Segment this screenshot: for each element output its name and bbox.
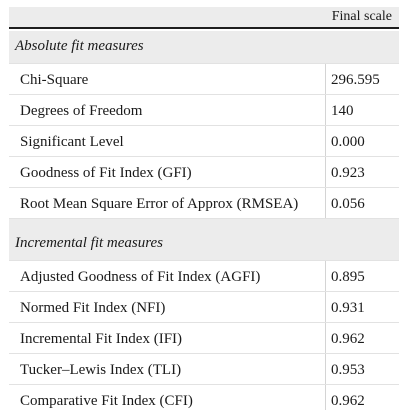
table-row	[9, 63, 399, 94]
table-row	[9, 384, 399, 410]
section-incremental-fit-measures	[9, 228, 399, 260]
measure-name: Adjusted Goodness of Fit Index (AGFI)	[20, 269, 261, 285]
column-divider	[325, 188, 326, 218]
table-row	[9, 260, 399, 291]
measure-name: Significant Level	[20, 134, 124, 150]
table-row	[9, 187, 399, 218]
column-divider	[325, 95, 326, 125]
column-divider	[325, 261, 326, 291]
measure-value: 0.953	[331, 362, 365, 378]
measure-name: Tucker–Lewis Index (TLI)	[20, 362, 182, 378]
measure-value: 0.931	[331, 300, 365, 316]
table-row	[9, 291, 399, 322]
section-title: Incremental fit measures	[15, 235, 164, 251]
measure-value: 0.962	[331, 393, 365, 409]
measure-value: 0.923	[331, 165, 365, 181]
final-scale-header: Final scale	[331, 9, 392, 24]
measure-name: Chi-Square	[20, 72, 89, 88]
column-divider	[325, 385, 326, 410]
table-row	[9, 322, 399, 353]
measure-name: Incremental Fit Index (IFI)	[20, 331, 183, 347]
measure-name: Normed Fit Index (NFI)	[20, 300, 166, 316]
measure-name: Comparative Fit Index (CFI)	[20, 393, 193, 409]
measure-value: 140	[331, 103, 354, 119]
measure-value: 0.962	[331, 331, 365, 347]
measure-value: 0.895	[331, 269, 365, 285]
measure-value: 0.000	[331, 134, 365, 150]
table-header	[9, 7, 399, 29]
column-divider	[325, 292, 326, 322]
column-divider	[325, 126, 326, 156]
measure-value: 0.056	[331, 196, 365, 212]
column-divider	[325, 64, 326, 94]
table-row	[9, 94, 399, 125]
fit-measures-table	[9, 7, 399, 410]
table-row	[9, 353, 399, 384]
table-row	[9, 156, 399, 187]
measure-value: 296.595	[331, 72, 380, 88]
column-divider	[325, 157, 326, 187]
section-title: Absolute fit measures	[15, 38, 144, 54]
measure-name: Root Mean Square Error of Approx (RMSEA)	[20, 196, 299, 212]
column-divider	[325, 323, 326, 353]
measure-name: Goodness of Fit Index (GFI)	[20, 165, 192, 181]
table-row	[9, 125, 399, 156]
measure-name: Degrees of Freedom	[20, 103, 143, 119]
section-absolute-fit-measures	[9, 31, 399, 63]
column-divider	[325, 354, 326, 384]
